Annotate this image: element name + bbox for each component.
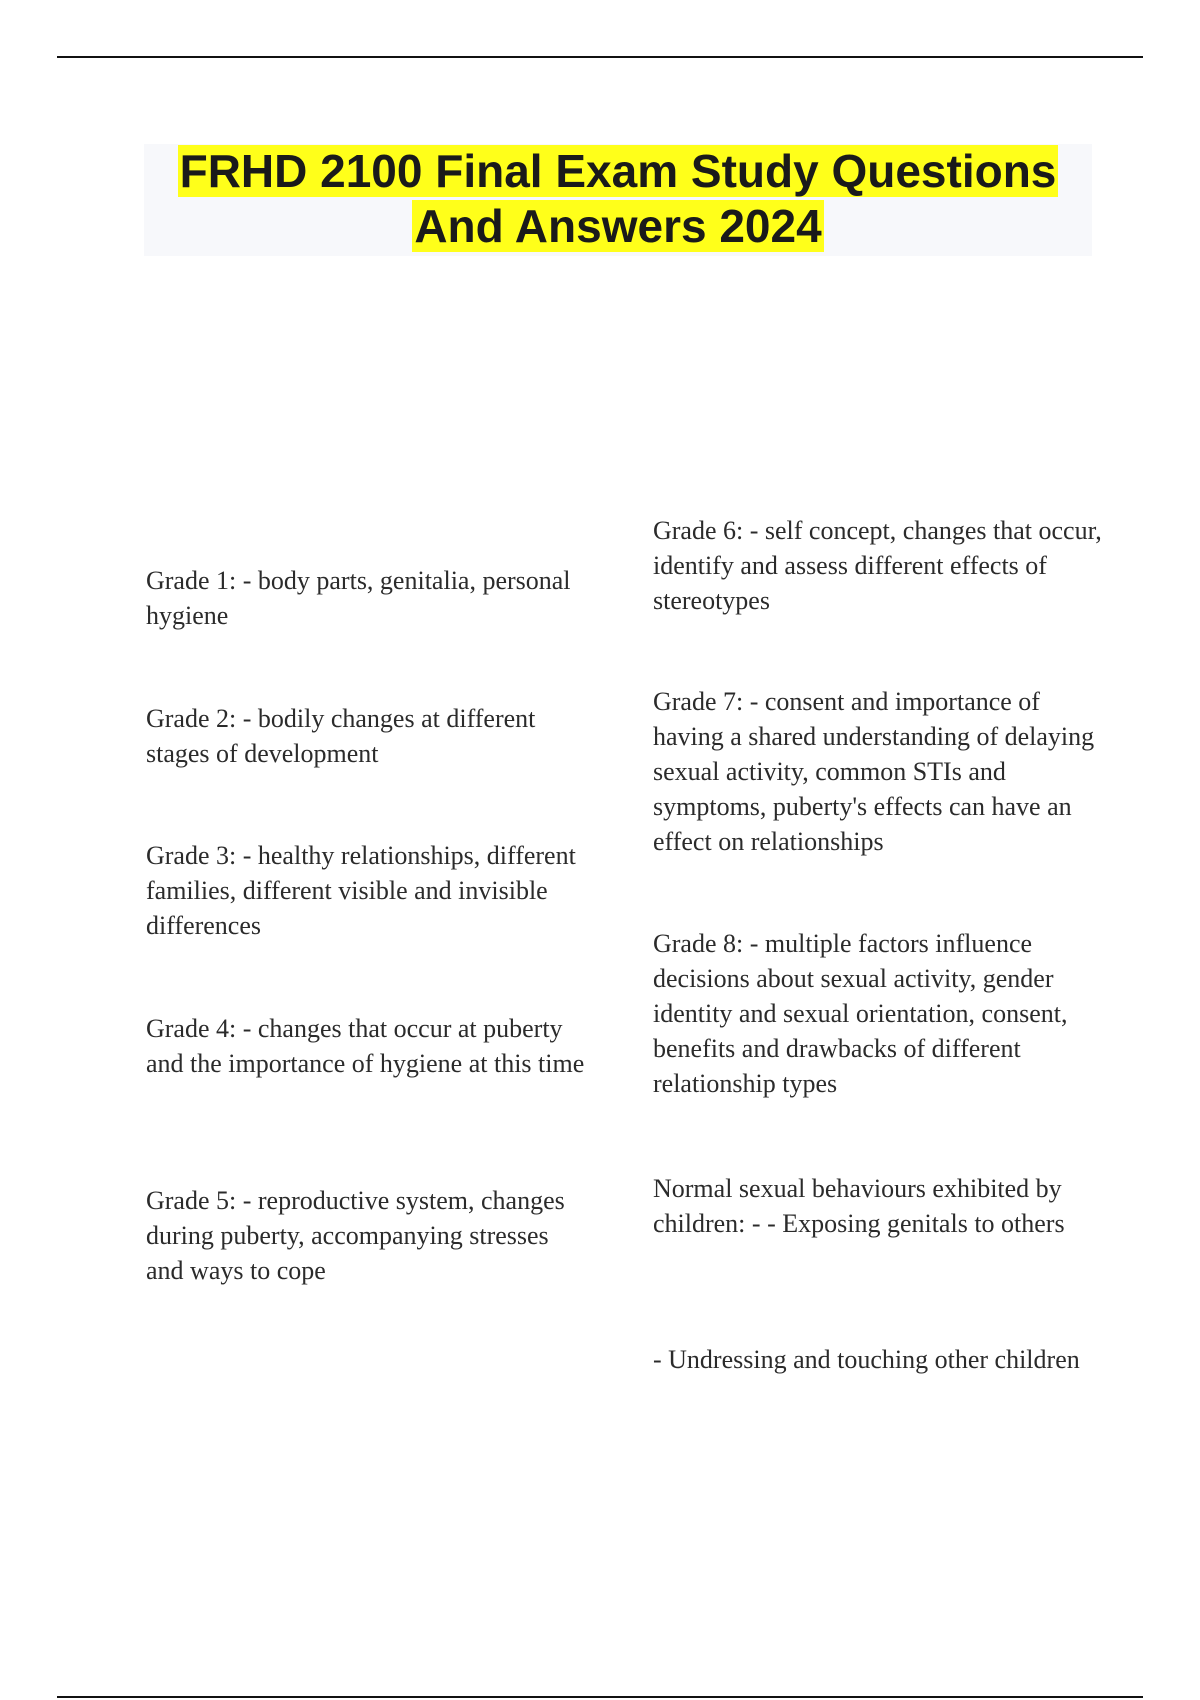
- qa-grade-4: Grade 4: - changes that occur at puberty and the importance of hygiene at this time: [146, 1014, 585, 1078]
- qa-grade-2: Grade 2: - bodily changes at different stages of development: [146, 704, 536, 768]
- qa-grade-7: Grade 7: - consent and importance of having a shared understanding of delaying sexual activity, common STIs and symptoms, puberty's effects can have an effect on relationships: [653, 687, 1095, 856]
- footer-rule: [57, 1696, 1143, 1698]
- qa-grade-1: Grade 1: - body parts, genitalia, personal hygiene: [146, 566, 571, 630]
- title-line-2: And Answers 2024: [414, 200, 822, 252]
- qa-grade-5: Grade 5: - reproductive system, changes during puberty, accompanying stresses and ways to cope: [146, 1186, 565, 1285]
- qa-normal-behaviours: Normal sexual behaviours exhibited by children: - - Exposing genitals to others: [653, 1174, 1065, 1238]
- qa-grade-6: Grade 6: - self concept, changes that occur, identify and assess different effects of stereotypes: [653, 516, 1102, 615]
- qa-grade-3: Grade 3: - healthy relationships, different families, different visible and invisible differences: [146, 841, 576, 940]
- title-line-1: FRHD 2100 Final Exam Study Questions: [179, 145, 1057, 197]
- qa-undressing: - Undressing and touching other children: [653, 1345, 1080, 1374]
- document-title: [144, 144, 1092, 256]
- header-rule: [57, 56, 1143, 58]
- qa-grade-8: Grade 8: - multiple factors influence decisions about sexual activity, gender identity and sexual orientation, consent, benefits and drawbacks of different relationship types: [653, 929, 1068, 1098]
